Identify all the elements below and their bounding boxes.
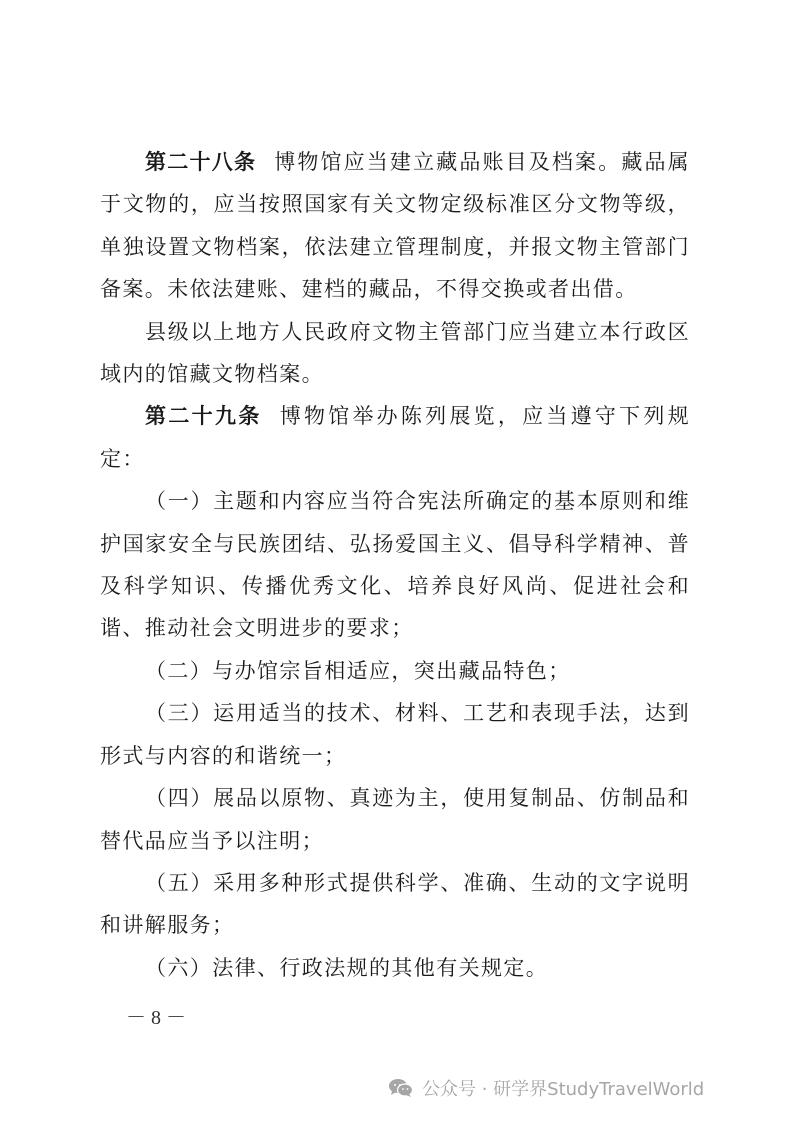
article-29 <box>100 395 690 480</box>
list-item-4: （四）展品以原物、真迹为主，使用复制品、仿制品和替代品应当予以注明； <box>100 786 690 853</box>
article-label: 第二十八条 <box>145 150 257 174</box>
list-item-1: （一）主题和内容应当符合宪法所确定的基本原则和维护国家安全与民族团结、弘扬爱国主义、倡导科学精神、普及科学知识、传播优秀文化、培养良好风尚、促进社会和谐、推动社会文明进步的要求； <box>100 489 690 641</box>
list-item-2: （二）与办馆宗旨相适应，突出藏品特色； <box>145 658 571 683</box>
wechat-icon <box>388 1078 414 1098</box>
article-text: 博物馆应当建立藏品账目及档案。藏品属于文物的，应当按照国家有关文物定级标准区分文物等级，单独设置文物档案，依法建立管理制度，并报文物主管部门备案。未依法建账、建档的藏品，不得交换或者出借。 <box>100 150 691 302</box>
list-item-6: （六）法律、行政法规的其他有关规定。 <box>145 955 549 980</box>
list-item-3: （三）运用适当的技术、材料、工艺和表现手法，达到形式与内容的和谐统一； <box>100 701 690 768</box>
paragraph-county-archives: 县级以上地方人民政府文物主管部门应当建立本行政区域内的馆藏文物档案。 <box>100 319 690 387</box>
document-body <box>100 141 690 989</box>
watermark <box>388 1075 704 1101</box>
list-item-5: （五）采用多种形式提供科学、准确、生动的文字说明和讲解服务； <box>100 870 690 938</box>
watermark-text: 公众号 · 研学界StudyTravelWorld <box>422 1079 705 1100</box>
article-label: 第二十九条 <box>145 404 262 429</box>
article-text: 博物馆举办陈列展览，应当遵守下列规定： <box>100 404 690 471</box>
page-number: － 8 － <box>126 1007 186 1029</box>
article-28 <box>100 141 690 311</box>
